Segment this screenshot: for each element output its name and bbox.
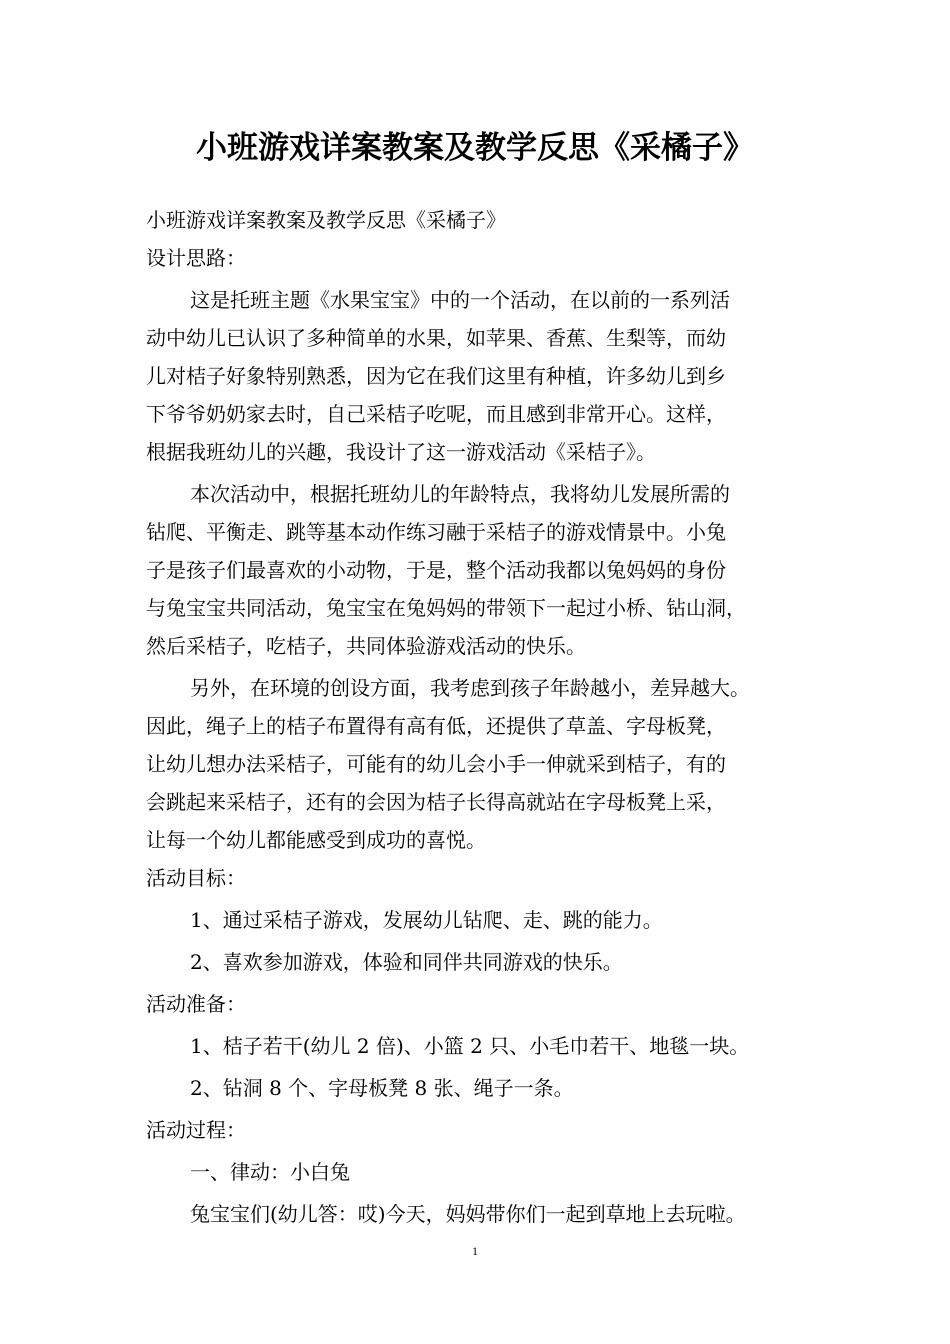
paragraph-line: 儿对桔子好象特别熟悉，因为它在我们这里有种植，许多幼儿到乡 — [146, 364, 726, 388]
process-item: 一、律动：小白兔 — [190, 1160, 350, 1184]
goals-heading: 活动目标： — [146, 866, 246, 890]
goal-item: 2、喜欢参加游戏，体验和同伴共同游戏的快乐。 — [190, 950, 623, 974]
prep-heading: 活动准备： — [146, 992, 246, 1016]
paragraph-line: 让幼儿想办法采桔子，可能有的幼儿会小手一伸就采到桔子，有的 — [146, 752, 726, 776]
paragraph-line: 子是孩子们最喜欢的小动物，于是，整个活动我都以兔妈妈的身份 — [146, 558, 726, 582]
process-heading: 活动过程： — [146, 1118, 246, 1142]
subtitle: 小班游戏详案教案及教学反思《采橘子》 — [146, 208, 506, 232]
process-item: 兔宝宝们(幼儿答：哎)今天，妈妈带你们一起到草地上去玩啦。 — [190, 1202, 746, 1226]
paragraph-line: 动中幼儿已认识了多种简单的水果，如苹果、香蕉、生梨等，而幼 — [146, 326, 726, 350]
paragraph-line: 下爷爷奶奶家去时，自己采桔子吃呢，而且感到非常开心。这样， — [146, 402, 726, 426]
paragraph-line: 这是托班主题《水果宝宝》中的一个活动，在以前的一系列活 — [190, 288, 730, 312]
paragraph-line: 本次活动中，根据托班幼儿的年龄特点，我将幼儿发展所需的 — [190, 482, 730, 506]
document-body — [146, 200, 826, 1232]
document-title: 小班游戏详案教案及教学反思《采橘子》 — [196, 130, 754, 166]
page-number: 1 — [472, 1244, 478, 1258]
paragraph-line: 根据我班幼儿的兴趣，我设计了这一游戏活动《采桔子》。 — [146, 440, 656, 464]
paragraph-line: 钻爬、平衡走、跳等基本动作练习融于采桔子的游戏情景中。小兔 — [146, 520, 726, 544]
prep-item: 2、钻洞 8 个、字母板凳 8 张、绳子一条。 — [190, 1076, 574, 1100]
paragraph-line: 让每一个幼儿都能感受到成功的喜悦。 — [146, 828, 486, 852]
prep-item: 1、桔子若干(幼儿 2 倍)、小篮 2 只、小毛巾若干、地毯一块。 — [190, 1034, 750, 1058]
paragraph-line: 与兔宝宝共同活动，兔宝宝在兔妈妈的带领下一起过小桥、钻山洞， — [146, 596, 746, 620]
paragraph-line: 另外，在环境的创设方面，我考虑到孩子年龄越小，差异越大。 — [190, 676, 750, 700]
goal-item: 1、通过采桔子游戏，发展幼儿钻爬、走、跳的能力。 — [190, 908, 663, 932]
paragraph-line: 然后采桔子，吃桔子，共同体验游戏活动的快乐。 — [146, 634, 586, 658]
paragraph-line: 会跳起来采桔子，还有的会因为桔子长得高就站在字母板凳上采， — [146, 790, 726, 814]
design-heading: 设计思路： — [146, 246, 246, 270]
paragraph-line: 因此，绳子上的桔子布置得有高有低，还提供了草盖、字母板凳， — [146, 714, 726, 738]
